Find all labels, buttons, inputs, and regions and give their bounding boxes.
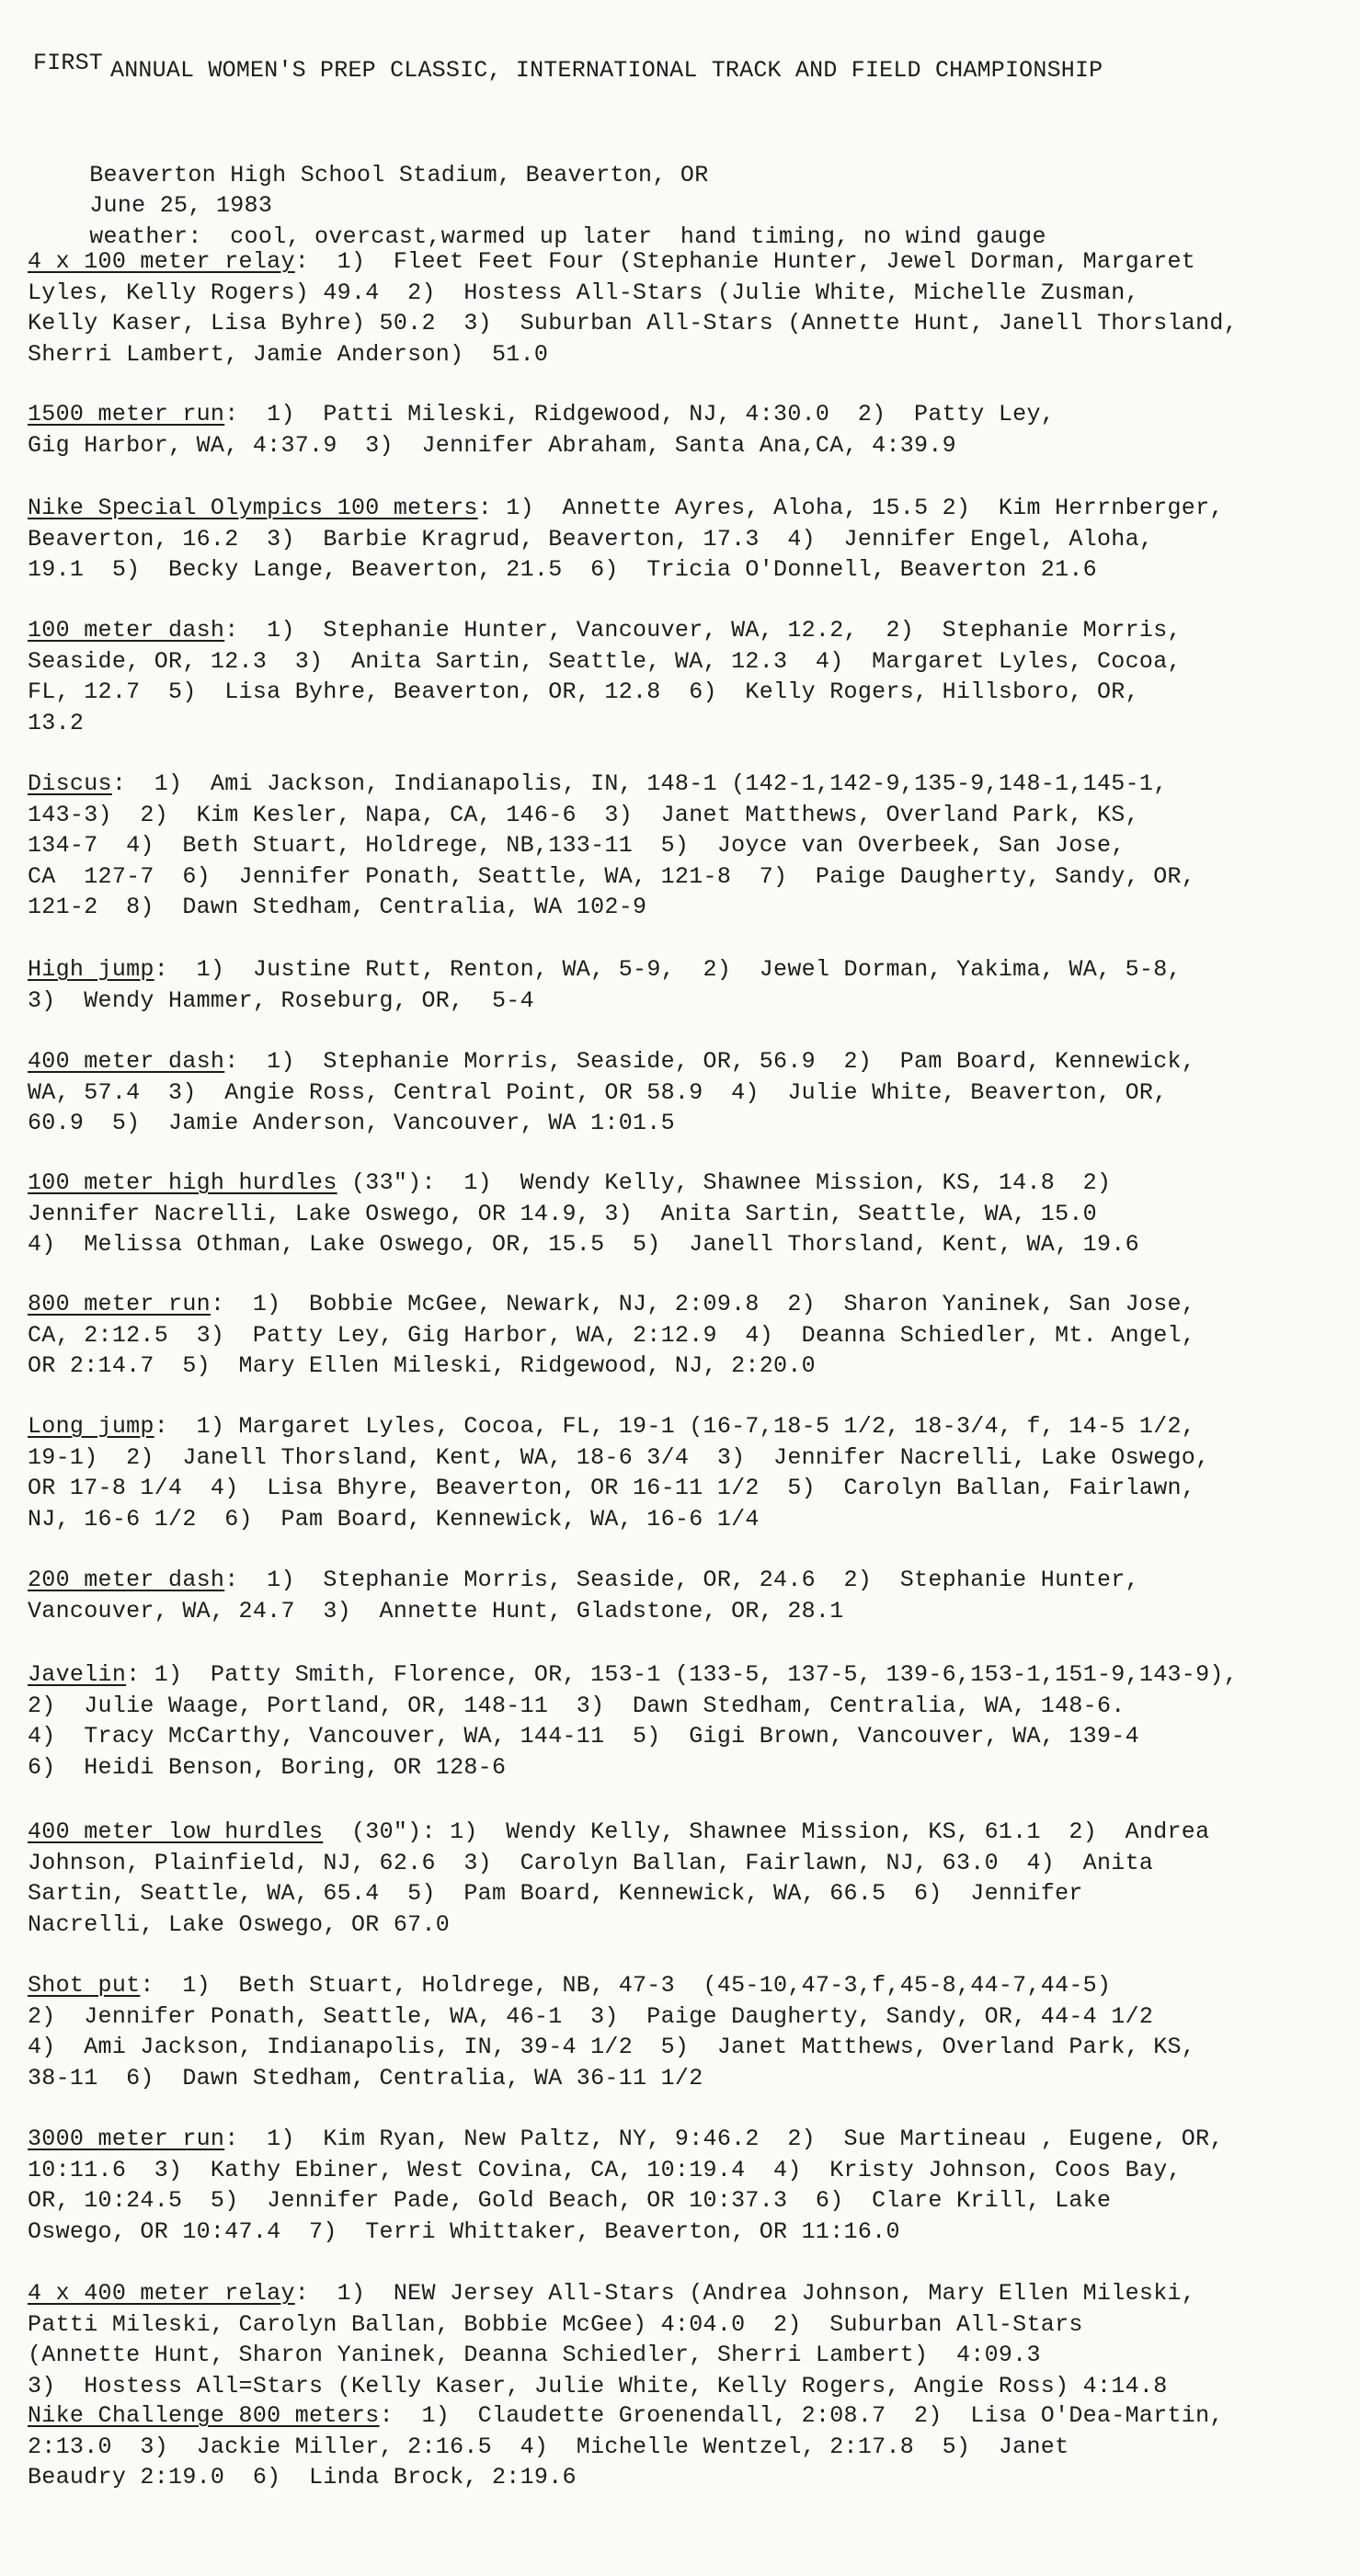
event-line xyxy=(28,986,1352,1017)
event-text: (33"): 1) Wendy Kelly, Shawnee Mission, KS, 14.8 2) xyxy=(337,1169,1112,1196)
event-line xyxy=(28,278,1352,309)
event-line xyxy=(28,1721,1352,1752)
event-line xyxy=(28,1473,1352,1504)
event-name: 400 meter low hurdles xyxy=(28,1818,324,1845)
event-name: 100 meter high hurdles xyxy=(28,1169,337,1196)
event-line xyxy=(28,2309,1352,2341)
event-name: 200 meter dash xyxy=(28,1567,225,1593)
event-section xyxy=(28,493,1352,586)
event-text: CA 127-7 6) Jennifer Ponath, Seattle, WA, 121-8 7) Paige Daugherty, Sandy, OR, xyxy=(28,862,1196,890)
event-text: OR, 10:24.5 5) Jennifer Pade, Gold Beach, OR 10:37.3 6) Clare Krill, Lake xyxy=(28,2187,1112,2214)
event-section xyxy=(28,1289,1352,1382)
event-line xyxy=(28,1168,1352,1199)
event-section xyxy=(28,246,1352,370)
event-line xyxy=(28,954,1352,986)
event-line xyxy=(28,1817,1352,1848)
event-name: 4 x 100 meter relay xyxy=(28,248,295,275)
event-section xyxy=(28,1565,1352,1626)
event-line xyxy=(28,1504,1352,1535)
event-text: Patti Mileski, Carolyn Ballan, Bobbie McGee) 4:04.0 2) Suburban All-Stars xyxy=(28,2310,1083,2338)
event-line xyxy=(28,830,1352,861)
event-text: : 1) Annette Ayres, Aloha, 15.5 2) Kim Herrnberger, xyxy=(477,495,1224,521)
event-name: 3000 meter run xyxy=(28,2126,225,2152)
event-line xyxy=(28,800,1352,831)
event-text: Oswego, OR 10:47.4 7) Terri Whittaker, Beaverton, OR 11:16.0 xyxy=(28,2217,900,2245)
event-section xyxy=(28,2278,1352,2401)
event-line xyxy=(28,1046,1352,1077)
event-name: Long jump xyxy=(28,1413,154,1440)
event-text: (30"): 1) Wendy Kelly, Shawnee Mission, KS, 61.1 2) Andrea xyxy=(323,1818,1210,1845)
event-line xyxy=(28,493,1352,524)
event-line xyxy=(28,308,1352,339)
title-first: FIRST xyxy=(33,50,104,76)
event-text: 4) Melissa Othman, Lake Oswego, OR, 15.5 5) Janell Thorsland, Kent, WA, 19.6 xyxy=(28,1231,1139,1258)
event-text: 10:11.6 3) Kathy Ebiner, West Covina, CA, 10:19.4 4) Kristy Johnson, Coos Bay, xyxy=(28,2156,1182,2183)
event-text: Beaverton, 16.2 3) Barbie Kragrud, Beaverton, 17.3 4) Jennifer Engel, Aloha, xyxy=(28,525,1154,553)
event-text: NJ, 16-6 1/2 6) Pam Board, Kennewick, WA, 16-6 1/4 xyxy=(28,1505,760,1533)
event-text: Kelly Kaser, Lisa Byhre) 50.2 3) Suburban All-Stars (Annette Hunt, Janell Thorsland, xyxy=(28,310,1239,336)
event-line xyxy=(28,646,1352,678)
event-text: WA, 57.4 3) Angie Ross, Central Point, OR 58.9 4) Julie White, Beaverton, OR, xyxy=(28,1078,1168,1106)
event-line xyxy=(28,2278,1352,2309)
document-title xyxy=(33,50,1103,86)
event-text: Lyles, Kelly Rogers) 49.4 2) Hostess All-Stars (Julie White, Michelle Zusman, xyxy=(28,279,1139,306)
event-text: 19.1 5) Becky Lange, Beaverton, 21.5 6) Tricia O'Donnell, Beaverton 21.6 xyxy=(28,556,1097,583)
event-text: OR 2:14.7 5) Mary Ellen Mileski, Ridgewood, NJ, 2:20.0 xyxy=(28,1352,816,1379)
event-text: : 1) Claudette Groenendall, 2:08.7 2) Lisa O'Dea-Martin, xyxy=(379,2402,1224,2429)
event-text: FL, 12.7 5) Lisa Byhre, Beaverton, OR, 12.8 6) Kelly Rogers, Hillsboro, OR, xyxy=(28,678,1139,705)
event-line xyxy=(28,430,1352,462)
event-line xyxy=(28,2032,1352,2063)
event-text: Sartin, Seattle, WA, 65.4 5) Pam Board, Kennewick, WA, 66.5 6) Jennifer xyxy=(28,1880,1083,1907)
meet-weather: weather: cool, overcast,warmed up later hand timing, no wind gauge xyxy=(89,222,1046,250)
event-line xyxy=(28,1411,1352,1442)
event-text: 2) Jennifer Ponath, Seattle, WA, 46-1 3) Paige Daugherty, Sandy, OR, 44-4 1/2 xyxy=(28,2002,1154,2030)
event-section xyxy=(28,1659,1352,1783)
event-text: (Annette Hunt, Sharon Yaninek, Deanna Schiedler, Sherri Lambert) 4:09.3 xyxy=(28,2342,1041,2368)
event-section xyxy=(28,954,1352,1016)
event-line xyxy=(28,2124,1352,2155)
event-line xyxy=(28,1108,1352,1139)
event-line xyxy=(28,1229,1352,1260)
event-line xyxy=(28,1659,1352,1691)
event-section xyxy=(28,1817,1352,1940)
event-text: : 1) Patti Mileski, Ridgewood, NJ, 4:30.0 2) Patty Ley, xyxy=(224,401,1056,427)
event-text: 38-11 6) Dawn Stedham, Centralia, WA 36-11 1/2 xyxy=(28,2064,703,2092)
event-line xyxy=(28,1199,1352,1230)
event-line xyxy=(28,246,1352,278)
event-section xyxy=(28,769,1352,923)
event-line xyxy=(28,1289,1352,1320)
event-text: : 1) Justine Rutt, Renton, WA, 5-9, 2) Jewel Dorman, Yakima, WA, 5-8, xyxy=(154,956,1182,983)
event-text: Jennifer Nacrelli, Lake Oswego, OR 14.9, 3) Anita Sartin, Seattle, WA, 15.0 xyxy=(28,1200,1097,1227)
event-text: : 1) Stephanie Hunter, Vancouver, WA, 12.2, 2) Stephanie Morris, xyxy=(224,617,1182,644)
event-line xyxy=(28,1878,1352,1909)
event-text: : 1) Margaret Lyles, Cocoa, FL, 19-1 (16-7,18-5 1/2, 18-3/4, f, 14-5 1/2, xyxy=(154,1413,1196,1440)
event-text: Nacrelli, Lake Oswego, OR 67.0 xyxy=(28,1910,451,1938)
event-text: : 1) Stephanie Morris, Seaside, OR, 24.6 2) Stephanie Hunter, xyxy=(224,1567,1139,1593)
event-line xyxy=(28,554,1352,586)
event-text: Seaside, OR, 12.3 3) Anita Sartin, Seattle, WA, 12.3 4) Margaret Lyles, Cocoa, xyxy=(28,647,1182,675)
event-text: 2:13.0 3) Jackie Miller, 2:16.5 4) Michelle Wentzel, 2:17.8 5) Janet xyxy=(28,2433,1069,2460)
event-text: 60.9 5) Jamie Anderson, Vancouver, WA 1:01.5 xyxy=(28,1110,675,1136)
event-section xyxy=(28,1168,1352,1260)
event-name: 400 meter dash xyxy=(28,1048,225,1075)
event-line xyxy=(28,615,1352,646)
event-line xyxy=(28,399,1352,430)
event-text: 143-3) 2) Kim Kesler, Napa, CA, 146-6 3) Janet Matthews, Overland Park, KS, xyxy=(28,801,1139,828)
event-line xyxy=(28,769,1352,800)
event-name: Javelin xyxy=(28,1661,127,1688)
event-text: : 1) Kim Ryan, New Paltz, NY, 9:46.2 2) Sue Martineau , Eugene, OR, xyxy=(224,2126,1224,2152)
event-text: : 1) Fleet Feet Four (Stephanie Hunter, Jewel Dorman, Margaret xyxy=(294,248,1196,275)
event-text: Vancouver, WA, 24.7 3) Annette Hunt, Gladstone, OR, 28.1 xyxy=(28,1597,844,1624)
event-name: 4 x 400 meter relay xyxy=(28,2280,295,2307)
event-line xyxy=(28,1442,1352,1474)
event-line xyxy=(28,524,1352,555)
event-name: Shot put xyxy=(28,1972,141,1999)
title-rest: ANNUAL WOMEN'S PREP CLASSIC, INTERNATIONAL TRACK AND FIELD CHAMPIONSHIP xyxy=(110,57,1103,84)
event-text: 6) Heidi Benson, Boring, OR 128-6 xyxy=(28,1753,507,1781)
event-text: : 1) Ami Jackson, Indianapolis, IN, 148-1 (142-1,142-9,135-9,148-1,145-1, xyxy=(111,770,1168,797)
event-text: : 1) Beth Stuart, Holdrege, NB, 47-3 (45-10,47-3,f,45-8,44-7,44-5) xyxy=(140,1972,1112,1999)
event-name: Discus xyxy=(28,770,112,797)
event-name: Nike Challenge 800 meters xyxy=(28,2402,380,2429)
event-text: Gig Harbor, WA, 4:37.9 3) Jennifer Abraham, Santa Ana,CA, 4:39.9 xyxy=(28,431,956,459)
event-section xyxy=(28,1046,1352,1139)
event-name: 100 meter dash xyxy=(28,617,225,644)
event-text: Beaudry 2:19.0 6) Linda Brock, 2:19.6 xyxy=(28,2464,577,2491)
event-text: 121-2 8) Dawn Stedham, Centralia, WA 102-9 xyxy=(28,894,647,920)
event-line xyxy=(28,892,1352,923)
event-line xyxy=(28,1691,1352,1722)
event-line xyxy=(28,1565,1352,1596)
event-text: Sherri Lambert, Jamie Anderson) 51.0 xyxy=(28,340,549,368)
event-text: Johnson, Plainfield, NJ, 62.6 3) Carolyn Ballan, Fairlawn, NJ, 63.0 4) Anita xyxy=(28,1849,1154,1876)
event-line xyxy=(28,2432,1352,2463)
event-line xyxy=(28,2340,1352,2371)
meet-venue: Beaverton High School Stadium, Beaverton, OR xyxy=(89,161,709,188)
event-line xyxy=(28,677,1352,708)
event-line xyxy=(28,2217,1352,2248)
meet-date: June 25, 1983 xyxy=(89,192,273,219)
event-section xyxy=(28,399,1352,461)
event-section xyxy=(28,615,1352,738)
event-text: 2) Julie Waage, Portland, OR, 148-11 3) Dawn Stedham, Centralia, WA, 148-6. xyxy=(28,1692,1126,1719)
event-line xyxy=(28,339,1352,370)
event-line xyxy=(28,861,1352,893)
event-line xyxy=(28,2400,1352,2432)
event-text: 3) Wendy Hammer, Roseburg, OR, 5-4 xyxy=(28,986,534,1014)
event-line xyxy=(28,2001,1352,2033)
event-section xyxy=(28,2400,1352,2493)
event-text: 4) Tracy McCarthy, Vancouver, WA, 144-11 5) Gigi Brown, Vancouver, WA, 139-4 xyxy=(28,1723,1139,1750)
event-text: 134-7 4) Beth Stuart, Holdrege, NB,133-11 5) Joyce van Overbeek, San Jose, xyxy=(28,832,1126,859)
event-section xyxy=(28,1411,1352,1534)
event-line xyxy=(28,2063,1352,2094)
event-line xyxy=(28,1909,1352,1941)
event-name: 1500 meter run xyxy=(28,401,225,427)
event-text: 13.2 xyxy=(28,709,85,736)
event-text: 3) Hostess All=Stars (Kelly Kaser, Julie White, Kelly Rogers, Angie Ross) 4:14.8 xyxy=(28,2372,1168,2399)
event-line xyxy=(28,1077,1352,1109)
event-line xyxy=(28,1351,1352,1382)
event-section xyxy=(28,1970,1352,2093)
event-line xyxy=(28,2185,1352,2217)
event-line xyxy=(28,1596,1352,1627)
event-line xyxy=(28,2371,1352,2402)
event-line xyxy=(28,1752,1352,1784)
event-text: : 1) Stephanie Morris, Seaside, OR, 56.9 2) Pam Board, Kennewick, xyxy=(224,1048,1196,1075)
event-section xyxy=(28,2124,1352,2247)
event-line xyxy=(28,2155,1352,2186)
event-text: 19-1) 2) Janell Thorsland, Kent, WA, 18-6 3/4 3) Jennifer Nacrelli, Lake Oswego, xyxy=(28,1443,1210,1471)
event-text: CA, 2:12.5 3) Patty Ley, Gig Harbor, WA, 2:12.9 4) Deanna Schiedler, Mt. Angel, xyxy=(28,1321,1196,1349)
event-line xyxy=(28,708,1352,739)
event-text: : 1) Bobbie McGee, Newark, NJ, 2:09.8 2) Sharon Yaninek, San Jose, xyxy=(210,1291,1196,1317)
event-line xyxy=(28,1970,1352,2001)
event-name: 800 meter run xyxy=(28,1291,211,1317)
event-line xyxy=(28,2462,1352,2493)
event-name: High jump xyxy=(28,956,154,983)
event-name: Nike Special Olympics 100 meters xyxy=(28,495,478,521)
event-text: : 1) Patty Smith, Florence, OR, 153-1 (133-5, 137-5, 139-6,153-1,151-9,143-9), xyxy=(126,1661,1239,1688)
event-text: : 1) NEW Jersey All-Stars (Andrea Johnson, Mary Ellen Mileski, xyxy=(294,2280,1196,2307)
event-text: OR 17-8 1/4 4) Lisa Bhyre, Beaverton, OR 16-11 1/2 5) Carolyn Ballan, Fairlawn, xyxy=(28,1475,1196,1501)
event-text: 4) Ami Jackson, Indianapolis, IN, 39-4 1/2 5) Janet Matthews, Overland Park, KS, xyxy=(28,2034,1196,2060)
event-line xyxy=(28,1848,1352,1879)
event-line xyxy=(28,1320,1352,1351)
